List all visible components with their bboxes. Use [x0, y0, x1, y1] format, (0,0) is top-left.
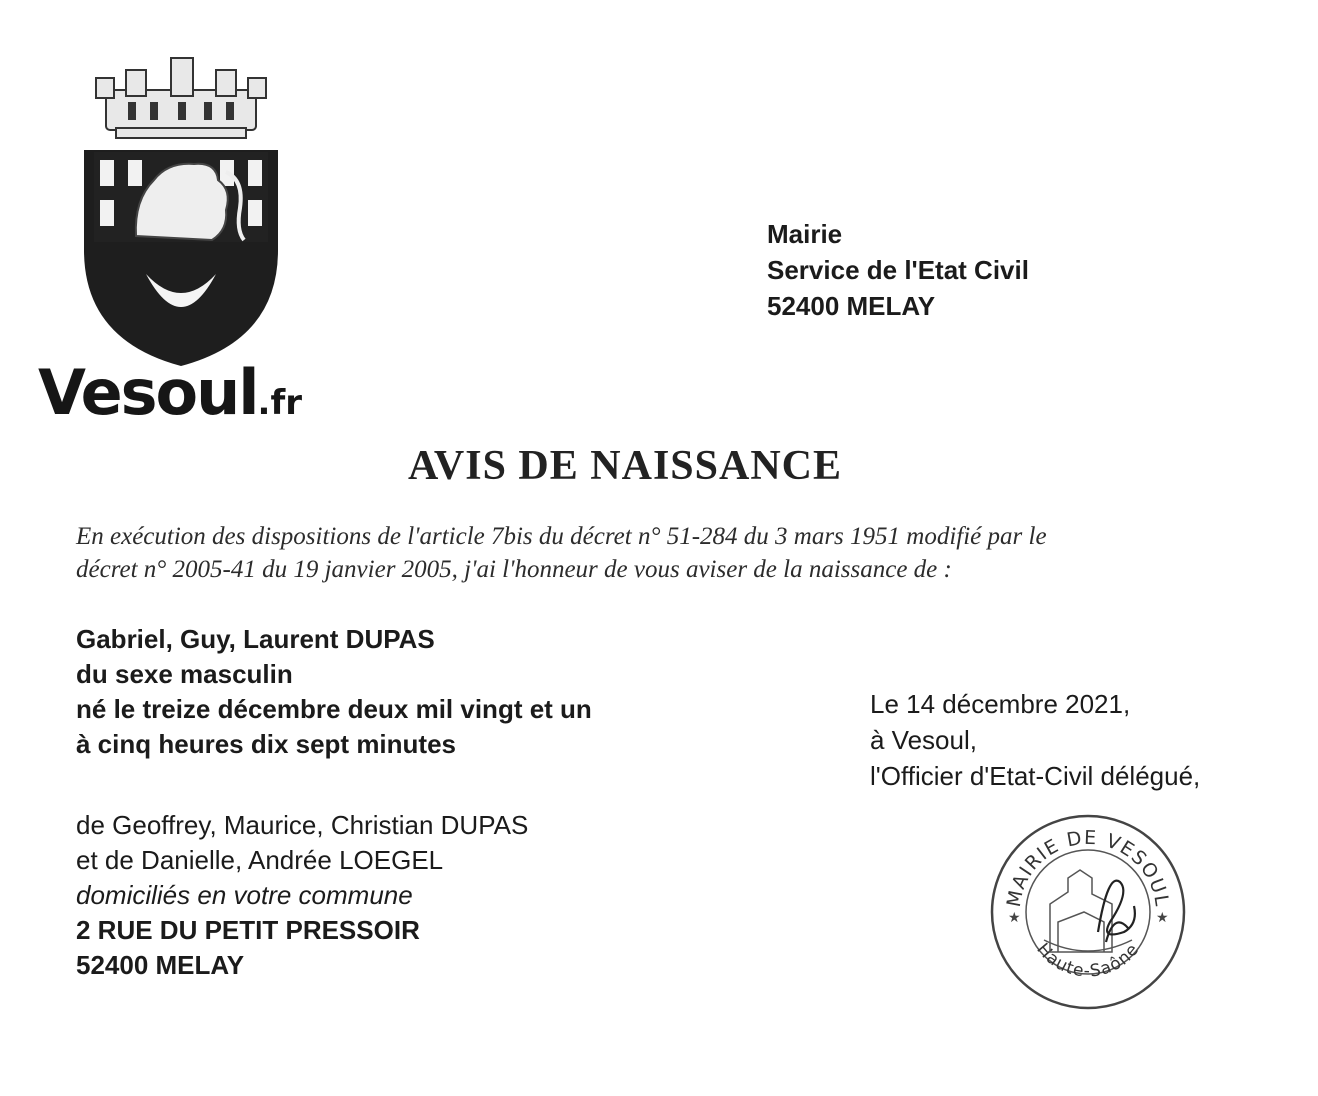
recipient-line: 52400 MELAY — [767, 291, 936, 321]
signature-date: Le 14 décembre 2021, — [870, 689, 1131, 719]
stamp-top-text: MAIRIE DE VESOUL — [1002, 826, 1173, 909]
child-details — [76, 622, 592, 762]
child-birth-date: né le treize décembre deux mil vingt et un — [76, 694, 592, 724]
signature-place: à Vesoul, — [870, 725, 977, 755]
parents-details — [76, 808, 528, 983]
recipient-address — [767, 216, 1029, 324]
address-city: 52400 MELAY — [76, 950, 245, 980]
coat-of-arms-icon — [76, 40, 286, 370]
child-name: Gabriel, Guy, Laurent DUPAS — [76, 624, 435, 654]
recipient-line: Service de l'Etat Civil — [767, 255, 1029, 285]
signature-officer: l'Officier d'Etat-Civil délégué, — [870, 761, 1201, 791]
mother-name: et de Danielle, Andrée LOEGEL — [76, 845, 444, 875]
stamp-star-icon: ★ — [1156, 910, 1169, 926]
legal-paragraph — [76, 520, 1286, 586]
address-street: 2 RUE DU PETIT PRESSOIR — [76, 915, 420, 945]
official-stamp-icon — [988, 812, 1188, 1012]
legal-line: décret n° 2005-41 du 19 janvier 2005, j'ai l'honneur de vous aviser de la naissance de : — [76, 556, 952, 583]
child-birth-time: à cinq heures dix sept minutes — [76, 729, 456, 759]
legal-line: En exécution des dispositions de l'article 7bis du décret n° 51-284 du 3 mars 1951 modifié par le — [76, 523, 1047, 550]
logo-main-text: Vesoul — [38, 356, 258, 429]
child-sex: du sexe masculin — [76, 659, 293, 689]
document-title: AVIS DE NAISSANCE — [407, 443, 843, 489]
signature-block — [870, 686, 1200, 794]
stamp-bottom-text: Haute-Saône — [1032, 939, 1144, 982]
stamp-star-icon: ★ — [1008, 910, 1021, 926]
logo-tld-text: .fr — [257, 383, 303, 423]
vesoul-logo — [38, 356, 302, 429]
residence-note: domiciliés en votre commune — [76, 880, 413, 910]
recipient-line: Mairie — [767, 219, 843, 249]
father-name: de Geoffrey, Maurice, Christian DUPAS — [76, 810, 529, 840]
